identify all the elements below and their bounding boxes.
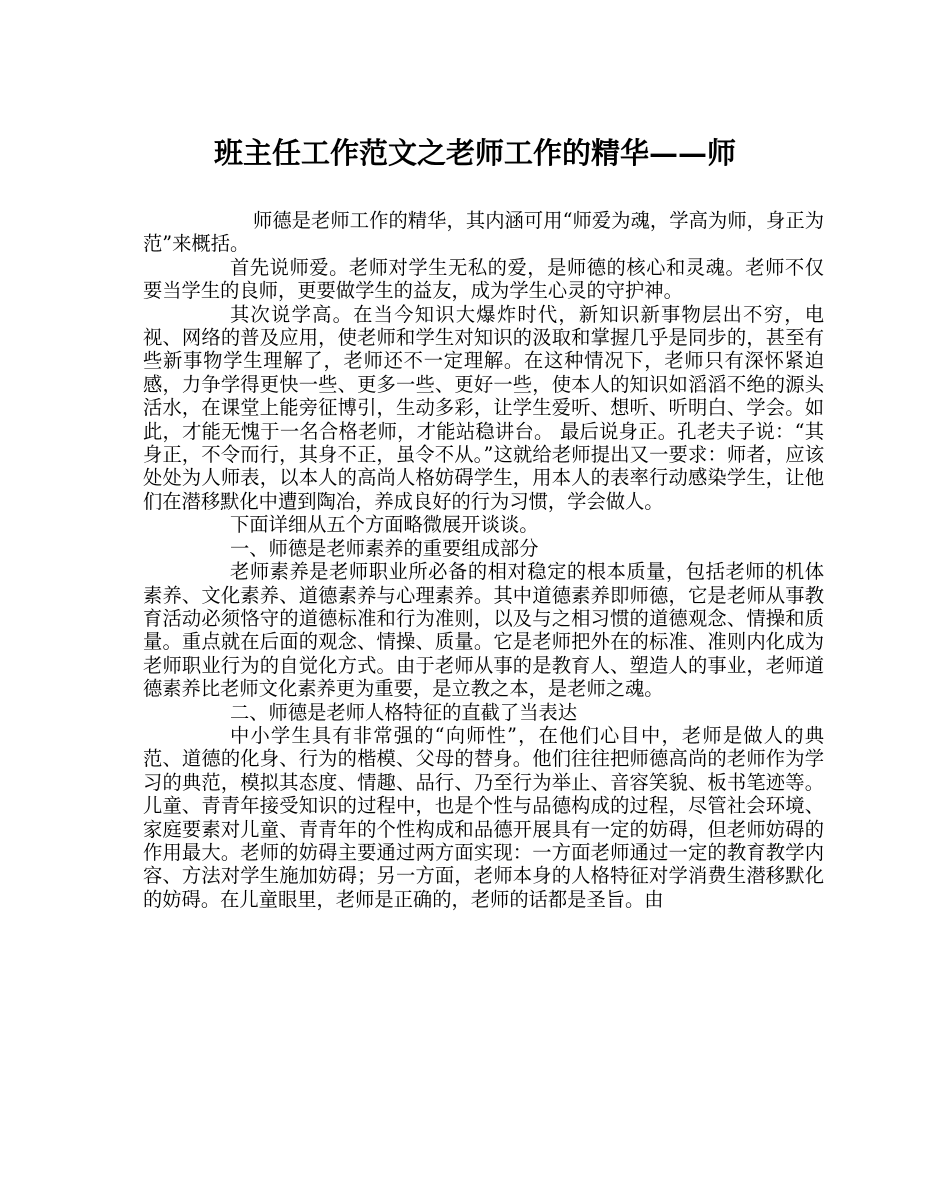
document-title: 班主任工作范文之老师工作的精华——师 bbox=[213, 136, 736, 170]
paragraph-intro: 师德是老师工作的精华，其内涵可用“师爱为魂，学高为师，身正为范”来概括。 bbox=[143, 209, 824, 256]
paragraph-five-aspects: 下面详细从五个方面略微展开谈谈。 bbox=[230, 513, 539, 537]
paragraph-learning-and-integrity: 其次说学高。在当今知识大爆炸时代，新知识新事物层出不穷，电视、网络的普及应用，使老师和学生对知识的汲取和掌握几乎是同步的，甚至有些新事物学生理解了，老师还不一定理解。在这种情况下，老师只有深怀紧迫感，力争学得更快一些、更多一些、更好一些，使本人的知识如滔滔不绝的源头活水，在课堂上能旁征博引，生动多彩，让学生爱听、想听、听明白、学会。如此，才能无愧于一名合格老师，才能站稳讲台。 最后说身正。孔老夫子说：“其身正，不令而行，其身不正，虽令不从。”这就给老师提出又一要求：师者，应该处处为人师表，以本人的高尚人格妨碍学生，用本人的表率行动感染学生，让他们在潜移默化中遭到陶冶，养成良好的行为习惯，学会做人。 bbox=[143, 302, 824, 513]
paragraph-section-1: 老师素养是老师职业所必备的相对稳定的根本质量，包括老师的机体素养、文化素养、道德素养与心理素养。其中道德素养即师德，它是老师从事教育活动必须恪守的道德标准和行为准则，以及与之相习惯的道德观念、情操和质量。重点就在后面的观念、情操、质量。它是老师把外在的标准、准则内化成为老师职业行为的自觉化方式。由于老师从事的是教育人、塑造人的事业，老师道德素养比老师文化素养更为重要，是立教之本，是老师之魂。 bbox=[143, 560, 824, 701]
document-body bbox=[143, 209, 824, 911]
section-heading-1: 一、师德是老师素养的重要组成部分 bbox=[230, 536, 539, 560]
paragraph-teacher-love: 首先说师爱。老师对学生无私的爱，是师德的核心和灵魂。老师不仅要当学生的良师，更要做学生的益友，成为学生心灵的守护神。 bbox=[143, 255, 824, 303]
section-heading-2: 二、师德是老师人格特征的直截了当表达 bbox=[230, 700, 578, 724]
paragraph-section-2: 中小学生具有非常强的“向师性”，在他们心目中，老师是做人的典范、道德的化身、行为的楷模、父母的替身。他们往往把师德高尚的老师作为学习的典范，模拟其态度、情趣、品行、乃至行为举止、音容笑貌、板书笔迹等。儿童、青青年接受知识的过程中，也是个性与品德构成的过程，尽管社会环境、家庭要素对儿童、青青年的个性构成和品德开展具有一定的妨碍，但老师妨碍的作用最大。老师的妨碍主要通过两方面实现：一方面老师通过一定的教育教学内容、方法对学生施加妨碍；另一方面，老师本身的人格特征对学消费生潜移默化的妨碍。在儿童眼里，老师是正确的，老师的话都是圣旨。由 bbox=[143, 723, 824, 911]
